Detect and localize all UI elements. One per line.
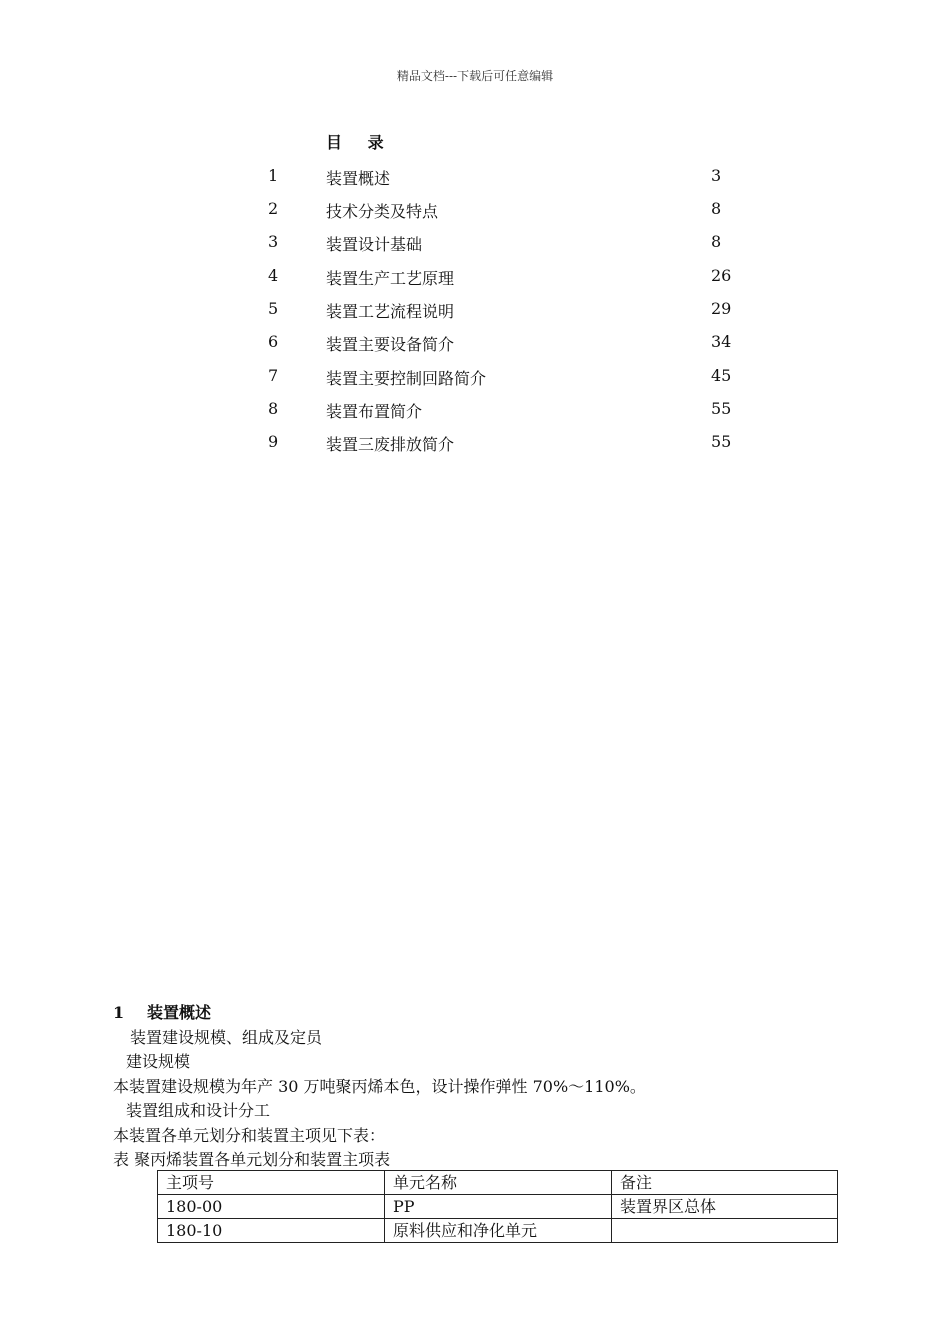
toc-item[interactable] [268,166,748,190]
toc-item-page: 45 [711,366,732,385]
toc-item-number: 2 [268,199,279,218]
toc-item-number: 8 [268,399,279,418]
toc-item-label: 装置三废排放简介 [326,435,455,454]
table-cell [612,1219,838,1243]
toc-item[interactable] [268,399,748,423]
table-cell: 180-00 [158,1195,385,1219]
section-number: 1 [113,1003,125,1022]
subheading-composition: 装置组成和设计分工 [126,1101,271,1120]
toc-title: 目 录 [326,133,394,152]
table-row [158,1195,838,1219]
table-header-cell: 备注 [612,1171,838,1195]
toc-item[interactable] [268,366,748,390]
toc-item-page: 29 [711,299,732,318]
units-table [157,1170,838,1243]
table-cell: PP [385,1195,612,1219]
toc-item-number: 3 [268,232,279,251]
page-header: 精品文档---下载后可任意编辑 [396,69,554,83]
toc-item-page: 55 [711,432,732,451]
toc-item-number: 9 [268,432,279,451]
table-cell: 装置界区总体 [612,1195,838,1219]
table-header-cell: 单元名称 [385,1171,612,1195]
toc-item[interactable] [268,232,748,256]
toc-item[interactable] [268,299,748,323]
toc-item-number: 5 [268,299,279,318]
table-cell: 180-10 [158,1219,385,1243]
subheading-scale-composition: 装置建设规模、组成及定员 [130,1028,323,1047]
toc-item[interactable] [268,332,748,356]
table-header-cell: 主项号 [158,1171,385,1195]
toc-item-label: 装置概述 [326,169,391,188]
table-caption: 表 聚丙烯装置各单元划分和装置主项表 [113,1150,391,1169]
section-heading [113,1000,211,1023]
subheading-scale: 建设规模 [126,1052,191,1071]
toc-item-page: 26 [711,266,732,285]
toc-item-label: 装置主要控制回路简介 [326,369,487,388]
paragraph-units: 本装置各单元划分和装置主项见下表： [113,1126,386,1145]
toc-item-label: 装置工艺流程说明 [326,302,455,321]
toc-item-number: 7 [268,366,279,385]
toc-item-label: 装置生产工艺原理 [326,269,455,288]
toc-item[interactable] [268,432,748,456]
paragraph-scale: 本装置建设规模为年产 30 万吨聚丙烯本色，设计操作弹性 70%～110%。 [113,1077,646,1096]
toc-item-page: 55 [711,399,732,418]
table-row [158,1219,838,1243]
toc-item-label: 装置布置简介 [326,402,423,421]
toc-item-number: 6 [268,332,279,351]
toc-item-page: 34 [711,332,732,351]
toc-item-page: 3 [711,166,722,185]
toc-item-page: 8 [711,232,722,251]
toc-item-page: 8 [711,199,722,218]
toc-item-number: 1 [268,166,279,185]
toc-item[interactable] [268,199,748,223]
toc-item-number: 4 [268,266,279,285]
section-title: 装置概述 [147,1003,212,1022]
toc-item-label: 装置主要设备简介 [326,335,455,354]
toc-item-label: 装置设计基础 [326,235,423,254]
table-header-row [158,1171,838,1195]
toc-item[interactable] [268,266,748,290]
toc-item-label: 技术分类及特点 [326,202,439,221]
table-cell: 原料供应和净化单元 [385,1219,612,1243]
